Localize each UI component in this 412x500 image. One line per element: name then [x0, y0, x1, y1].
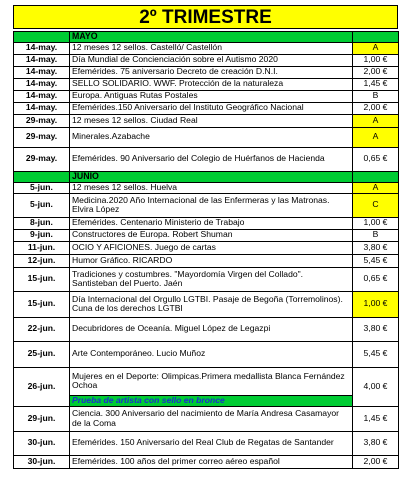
issue-date: 14-may. — [14, 78, 70, 90]
stamp-price: 2,00 € — [353, 102, 399, 114]
issue-date: 14-may. — [14, 102, 70, 114]
stamp-price: C — [353, 193, 399, 217]
stamp-description: Arte Contemporáneo. Lucio Muñoz — [70, 341, 353, 367]
table-row — [14, 193, 399, 217]
issue-date: 14-may. — [14, 66, 70, 78]
stamp-price: 1,45 € — [353, 406, 399, 431]
stamp-description: OCIO Y AFICIONES. Juego de cartas — [70, 241, 353, 254]
stamp-description: Día Mundial de Concienciación sobre el Autismo 2020 — [70, 54, 353, 66]
table-row — [14, 254, 399, 267]
table-row — [14, 241, 399, 254]
stamp-price: A — [353, 127, 399, 147]
issue-date: 5-jun. — [14, 182, 70, 193]
table-row — [14, 147, 399, 171]
stamp-description: Día Internacional del Orgullo LGTBI. Pasaje de Begoña (Torremolinos). Cuna de los derechos LGTBI — [70, 291, 353, 317]
table-row — [14, 406, 399, 431]
table-row — [14, 229, 399, 241]
month-header-mayo — [14, 32, 399, 43]
note-row — [14, 395, 399, 406]
table-row — [14, 42, 399, 54]
month-header-spacer — [14, 171, 70, 182]
table-row — [14, 66, 399, 78]
table-row — [14, 291, 399, 317]
issue-date: 30-jun. — [14, 455, 70, 468]
stamp-price: 0,65 € — [353, 267, 399, 291]
table-row — [14, 367, 399, 395]
stamp-price: 5,45 € — [353, 254, 399, 267]
issue-date: 11-jun. — [14, 241, 70, 254]
issue-date: 26-jun. — [14, 367, 70, 406]
month-label: JUNIO — [70, 171, 353, 182]
issue-date: 15-jun. — [14, 267, 70, 291]
table-row — [14, 317, 399, 341]
stamp-price: 1,00 € — [353, 217, 399, 229]
stamp-description: SELLO SOLIDARIO. WWF. Protección de la naturaleza — [70, 78, 353, 90]
stamp-price: 1,00 € — [353, 291, 399, 317]
table-row — [14, 114, 399, 127]
stamp-price: 0,65 € — [353, 147, 399, 171]
stamp-price: A — [353, 114, 399, 127]
month-header-spacer — [353, 171, 399, 182]
stamp-description: Tradiciones y costumbres. "Mayordomía Virgen del Collado". Santisteban del Puerto. Jaén — [70, 267, 353, 291]
stamp-price: 2,00 € — [353, 455, 399, 468]
stamp-description: Constructores de Europa. Robert Shuman — [70, 229, 353, 241]
issue-date: 25-jun. — [14, 341, 70, 367]
issue-date: 30-jun. — [14, 431, 70, 455]
stamp-description: Decubridores de Oceanía. Miguel López de Legazpi — [70, 317, 353, 341]
table-row — [14, 78, 399, 90]
issue-date: 29-jun. — [14, 406, 70, 431]
table-row — [14, 102, 399, 114]
table-row — [14, 431, 399, 455]
stamp-schedule-sheet — [4, 5, 408, 498]
stamp-description: 12 meses 12 sellos. Castelló/ Castellón — [70, 42, 353, 54]
stamp-price: 4,00 € — [353, 367, 399, 406]
stamp-table — [13, 31, 399, 469]
stamp-description: Efemérides. 90 Aniversario del Colegio de Huérfanos de Hacienda — [70, 147, 353, 171]
stamp-description: 12 meses 12 sellos. Huelva — [70, 182, 353, 193]
stamp-description: Mujeres en el Deporte: Olimpicas.Primera medallista Blanca Fernández Ochoa — [70, 367, 353, 395]
stamp-description: 12 meses 12 sellos. Ciudad Real — [70, 114, 353, 127]
stamp-description: Efemérides. 150 Aniversario del Real Club de Regatas de Santander — [70, 431, 353, 455]
table-row — [14, 90, 399, 102]
stamp-description: Humor Gráfico. RICARDO — [70, 254, 353, 267]
issue-date: 8-jun. — [14, 217, 70, 229]
stamp-price: 1,45 € — [353, 78, 399, 90]
stamp-description: Efemérides. Centenario Ministerio de Trabajo — [70, 217, 353, 229]
stamp-price: A — [353, 42, 399, 54]
stamp-price: B — [353, 90, 399, 102]
stamp-price: B — [353, 229, 399, 241]
month-header-spacer — [353, 32, 399, 43]
stamp-price: 3,80 € — [353, 241, 399, 254]
table-row — [14, 341, 399, 367]
table-row — [14, 267, 399, 291]
stamp-price: 1,00 € — [353, 54, 399, 66]
issue-date: 12-jun. — [14, 254, 70, 267]
issue-date: 5-jun. — [14, 193, 70, 217]
issue-date: 22-jun. — [14, 317, 70, 341]
stamp-description: Ciencia. 300 Aniversario del nacimiento de María Andresa Casamayor de la Coma — [70, 406, 353, 431]
stamp-description: Europa. Antiguas Rutas Postales — [70, 90, 353, 102]
stamp-description: Medicina.2020 Año Internacional de las Enfermeras y las Matronas. Elvira López — [70, 193, 353, 217]
stamp-description: Efemérides. 100 años del primer correo aéreo español — [70, 455, 353, 468]
issue-date: 14-may. — [14, 90, 70, 102]
stamp-price: 2,00 € — [353, 66, 399, 78]
issue-date: 29-may. — [14, 114, 70, 127]
table-row — [14, 127, 399, 147]
issue-date: 9-jun. — [14, 229, 70, 241]
issue-date: 29-may. — [14, 127, 70, 147]
table-row — [14, 217, 399, 229]
month-label: MAYO — [70, 32, 353, 43]
artist-proof-note: Prueba de artista con sello en bronce — [70, 395, 353, 406]
stamp-price: 5,45 € — [353, 341, 399, 367]
stamp-price: 3,80 € — [353, 317, 399, 341]
issue-date: 29-may. — [14, 147, 70, 171]
page-title: 2º TRIMESTRE — [13, 5, 398, 29]
stamp-description: Minerales.Azabache — [70, 127, 353, 147]
issue-date: 15-jun. — [14, 291, 70, 317]
table-row — [14, 455, 399, 468]
month-header-junio — [14, 171, 399, 182]
stamp-price: A — [353, 182, 399, 193]
table-row — [14, 54, 399, 66]
stamp-description: Efemérides. 75 aniversario Decreto de creación D.N.I. — [70, 66, 353, 78]
issue-date: 14-may. — [14, 42, 70, 54]
issue-date: 14-may. — [14, 54, 70, 66]
stamp-description: Efemérides.150 Aniversario del Instituto Geográfico Nacional — [70, 102, 353, 114]
stamp-price: 3,80 € — [353, 431, 399, 455]
month-header-spacer — [14, 32, 70, 43]
table-row — [14, 182, 399, 193]
